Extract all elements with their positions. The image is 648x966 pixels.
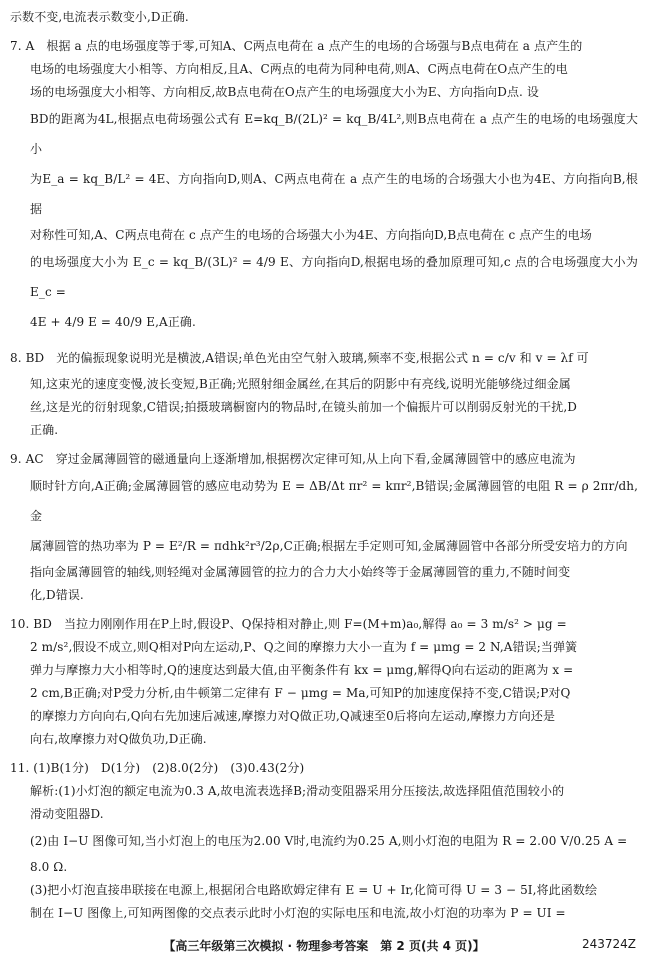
text-line: 10. BD 当拉力刚刚作用在P上时,假设P、Q保持相对静止,则 F=(M+m)a₀,解得 a₀ = 3 m/s² > μg = bbox=[10, 617, 567, 631]
text-line: 场的电场强度大小相等、方向相反,故B点电荷在O点产生的电场强度大小为E、方向指向D点. 设 bbox=[30, 85, 539, 99]
text-line: 9. AC 穿过金属薄圆管的磁通量向上逐渐增加,根据楞次定律可知,从上向下看,金属薄圆管中的感应电流为 bbox=[10, 452, 576, 466]
answer-10 bbox=[10, 613, 638, 751]
text-line: 解析:(1)小灯泡的额定电流为0.3 A,故电流表选择B;滑动变阻器采用分压接法,故选择阻值范围较小的 bbox=[30, 784, 565, 798]
text-line: 的摩擦力方向向右,Q向右先加速后减速,摩擦力对Q做正功,Q减速至0后将向左运动,摩擦力方向还是 bbox=[30, 709, 556, 723]
footer-code: 243724Z bbox=[581, 937, 636, 951]
page-footer bbox=[0, 937, 648, 959]
text-line: 向右,故摩擦力对Q做负功,D正确. bbox=[30, 732, 207, 746]
text-line: 弹力与摩擦力大小相等时,Q的速度达到最大值,由平衡条件有 kx = μmg,解得Q向右运动的距离为 x = bbox=[30, 663, 574, 677]
text-line: (2)由 I−U 图像可知,当小灯泡上的电压为2.00 V时,电流约为0.25 A,则小灯泡的电阻为 R = 2.00 V/0.25 A = bbox=[30, 834, 628, 848]
text-line: 正确. bbox=[30, 423, 59, 437]
text-line: 11. (1)B(1分) D(1分) (2)8.0(2分) (3)0.43(2分) bbox=[10, 761, 305, 775]
text-line: 示数不变,电流表示数变小,D正确. bbox=[10, 10, 189, 24]
text-line: 丝,这是光的衍射现象,C错误;拍摄玻璃橱窗内的物品时,在镜头前加一个偏振片可以削弱反射光的干扰,D bbox=[30, 400, 578, 414]
text-line: 知,这束光的速度变慢,波长变短,B正确;光照射细金属丝,在其后的阴影中有亮线,说明光能够绕过细金属 bbox=[30, 377, 571, 391]
answer-7 bbox=[10, 35, 638, 337]
text-line: 电场的电场强度大小相等、方向相反,且A、C两点的电荷为同种电荷,则A、C两点电荷在O点产生的电 bbox=[30, 62, 568, 76]
text-line: 顺时针方向,A正确;金属薄圆管的感应电动势为 E = ΔB/Δt πr² = kπr²,B错误;金属薄圆管的电阻 R = ρ 2πr/dh,金 bbox=[30, 479, 638, 523]
text-line: 8. BD 光的偏振现象说明光是横波,A错误;单色光由空气射入玻璃,频率不变,根据公式 n = c/v 和 v = λf 可 bbox=[10, 351, 589, 365]
answer-11 bbox=[10, 757, 638, 925]
text-line: 8.0 Ω. bbox=[30, 860, 68, 874]
text-line: 化,D错误. bbox=[30, 588, 84, 602]
text-line: 2 cm,B正确;对P受力分析,由牛顿第二定律有 F − μmg = Ma,可知P的加速度保持不变,C错误;P对Q bbox=[30, 686, 571, 700]
text-line: 制在 I−U 图像上,可知两图像的交点表示此时小灯泡的实际电压和电流,故小灯泡的功率为 P = UI = bbox=[30, 906, 566, 920]
answer-9 bbox=[10, 448, 638, 607]
footer-title: 【高三年级第三次模拟 · 物理参考答案 第 2 页(共 4 页)】 bbox=[163, 939, 485, 953]
text-line: 为E_a = kq_B/L² = 4E、方向指向D,则A、C两点电荷在 a 点产生的电场的合场强大小也为4E、方向指向B,根据 bbox=[30, 172, 638, 216]
text-line: 指向金属薄圆管的轴线,则轻绳对金属薄圆管的拉力的合力大小始终等于金属薄圆管的重力,不随时间变 bbox=[30, 565, 571, 579]
text-line: 属薄圆管的热功率为 P = E²/R = πdhk²r³/2ρ,C正确;根据左手定则可知,金属薄圆管中各部分所受安培力的方向 bbox=[30, 539, 628, 553]
text-line: 2 m/s²,假设不成立,则Q相对P向左运动,P、Q之间的摩擦力大小一直为 f = μmg = 2 N,A错误;当弹簧 bbox=[30, 640, 578, 654]
text-line: 的电场强度大小为 E_c = kq_B/(3L)² = 4/9 E、方向指向D,根据电场的叠加原理可知,c 点的合电场强度大小为E_c = bbox=[30, 255, 638, 299]
text-line: (3)把小灯泡直接串联接在电源上,根据闭合电路欧姆定律有 E = U + Ir,化简可得 U = 3 − 5I,将此函数绘 bbox=[30, 883, 598, 897]
text-line: 滑动变阻器D. bbox=[30, 807, 104, 821]
text-line: 4E + 4/9 E = 40/9 E,A正确. bbox=[30, 315, 196, 329]
text-line: BD的距离为4L,根据点电荷场强公式有 E=kq_B/(2L)² = kq_B/4L²,则B点电荷在 a 点产生的电场的电场强度大小 bbox=[30, 112, 638, 156]
text-line: 对称性可知,A、C两点电荷在 c 点产生的电场的合场强大小为4E、方向指向D,B点电荷在 c 点产生的电场 bbox=[30, 228, 592, 242]
answer-8 bbox=[10, 343, 638, 442]
text-line: 7. A 根据 a 点的电场强度等于零,可知A、C两点电荷在 a 点产生的电场的合场强与B点电荷在 a 点产生的 bbox=[10, 39, 583, 53]
